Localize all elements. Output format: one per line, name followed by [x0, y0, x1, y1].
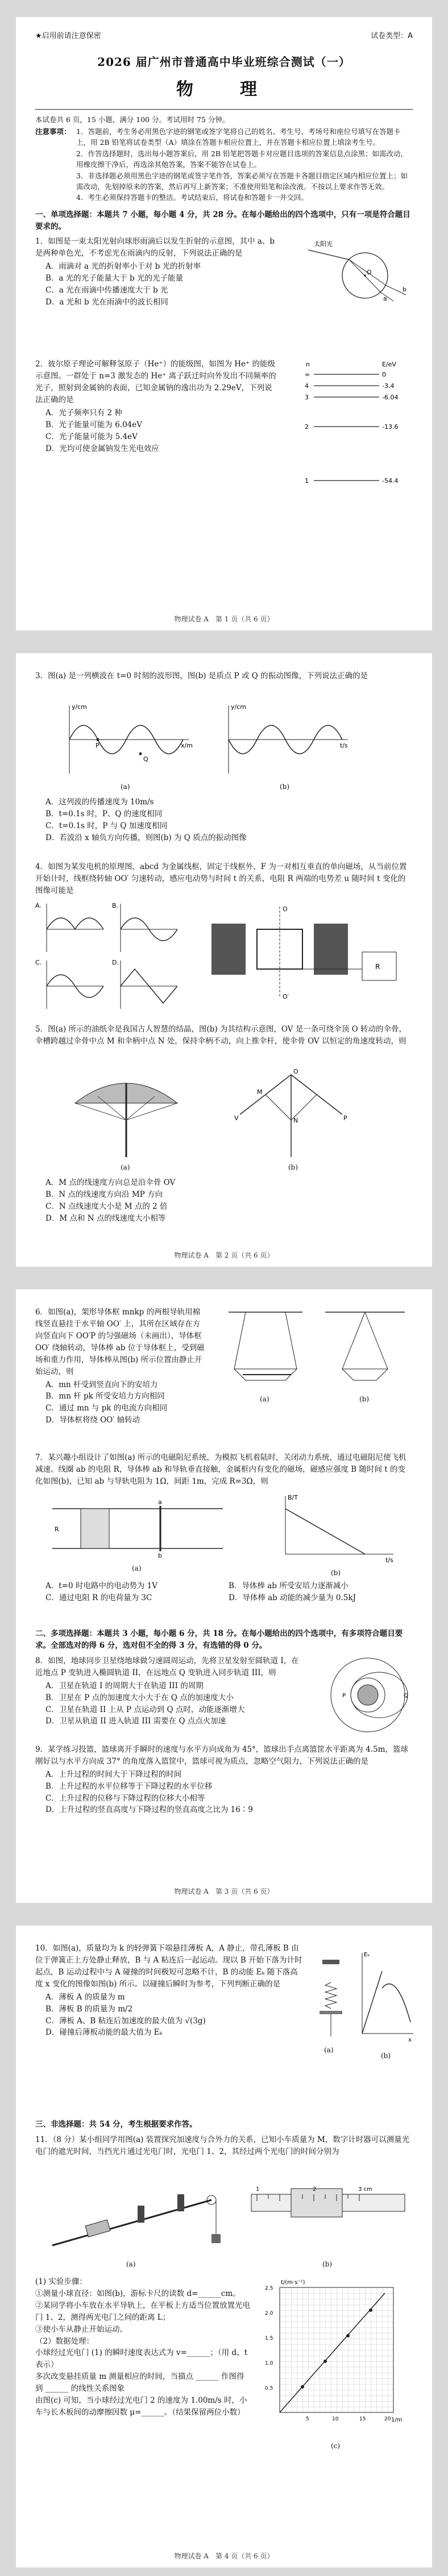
q10-caption-b: (b) — [381, 2052, 391, 2060]
level-e: 0 — [382, 371, 386, 379]
q3-caption-b: (b) — [280, 783, 290, 791]
q10-caption-a: (a) — [324, 2046, 334, 2054]
divider — [35, 109, 413, 110]
level-n: 4 — [305, 382, 309, 390]
q10-option: A．薄板 A 的质量为 m — [45, 1992, 125, 2002]
q11-xtick: 20 — [384, 2416, 391, 2422]
q5-option: B．N 点的线速度方向沿 MP 方向 — [45, 1189, 163, 1199]
q6-caption-a: (a) — [260, 1395, 269, 1403]
q9-option: A．上升过程的时间大于下降过程的时间 — [45, 1769, 182, 1779]
q1-option: A．雨滴对 a 光的折射率小于对 b 光的折射率 — [45, 262, 201, 272]
q5-stem: 5．图(a) 所示的油纸伞是我国古人智慧的结晶，图(b) 为其结构示意图，OV 是一条可绕伞顶 O 转动的伞骨，伞槽跨越过伞骨中点 M 和伞柄中点 N 处，保持伞柄不动，向上推伞杆，使伞骨 OV 以恒定的角速度转动，则 — [35, 1025, 406, 1046]
q3-option: D．若波沿 x 轴负方向传播，则图(b) 为 Q 质点的振动图像 — [45, 833, 247, 842]
q4-graph-label: B. — [112, 902, 119, 909]
question-9 — [35, 1744, 413, 1817]
level-n: ∞ — [305, 371, 310, 379]
level-1 — [305, 477, 398, 485]
q6-option: D．导体框将绕 OO′ 轴转动 — [45, 1416, 140, 1425]
q11-step: 小球经过光电门 (1) 的瞬时速度表达式为 v=______；（用 d、t 表示） — [35, 2348, 248, 2370]
q8-option: C．卫星在轨道 II 上从 P 点运动到 Q 点时，动能逐渐增大 — [45, 1705, 245, 1714]
svg-text:O: O — [283, 905, 288, 913]
notice-items — [76, 126, 413, 203]
q11-ytick: 0.5 — [265, 2385, 273, 2391]
question-4 — [35, 861, 413, 1020]
q11-xtick: 5 — [306, 2416, 309, 2422]
q5-umbrella-photo — [69, 1063, 183, 1160]
section-2-title: 二、多项选择题：本题共 3 小题，每小题 6 分，共 18 分。在每小题给出的四个选项中，有多项符合题目要求。全部选对的得 6 分，选对但不全的得 3 分，有选错的得 0 分。 — [35, 1629, 403, 1650]
q9-option: C．上升过程的位移与下降过程的位移大小相等 — [45, 1793, 205, 1803]
q3-option: C．t=0.1s 时，P 与 Q 加速度相同 — [45, 821, 168, 830]
q7-caption-b: (b) — [331, 1569, 341, 1577]
svg-text:Q: Q — [143, 755, 148, 763]
q11-ytick: 2.5 — [265, 2285, 273, 2291]
q9-stem: 9．某学练习投篮，篮球离开手瞬时的速度与水平方向成角为 45°，篮球出手点离篮筐水平距离为 4.5m，篮球刚好以与水平方向成 37° 的角度落入篮筐中，篮球可视为质点，忽略空气阻力，下列说法正确的是 — [35, 1744, 408, 1766]
subject-title: 物 理 — [176, 80, 272, 100]
q7-option: B．导体棒 ab 所受安培力逐渐减小 — [229, 1581, 349, 1590]
q5-caption-b: (b) — [288, 1163, 298, 1171]
level-e: -54.4 — [382, 477, 399, 485]
q8-option: D．卫星从轨道 II 进入轨道 III 需要在 Q 点点火加速 — [45, 1717, 226, 1726]
level-n: 2 — [305, 423, 309, 431]
q5-option: C．N 点线速度大小是 M 点的 2 倍 — [45, 1201, 168, 1211]
q11-grid-graph — [263, 2276, 410, 2435]
question-11 — [35, 2134, 413, 2498]
q7-rail-figure — [47, 1497, 229, 1560]
q3-option: A．这列波的传播速度为 10m/s — [45, 798, 154, 807]
q6-option: A．mn 杆受到竖直向下的安培力 — [45, 1380, 158, 1389]
notice-item: 3．非选择题必须用黑色字迹的钢笔或签字笔作答，答案必须写在答题卡各题目指定区域内相应位置上；如需改动，先划掉原来的答案，然后再写上新答案；不准使用铅笔和涂改液。不按以上要求作答无效。 — [76, 171, 408, 191]
q11-caption-c: (c) — [331, 2441, 341, 2450]
level-inf — [305, 371, 386, 378]
q11-steps — [35, 2276, 251, 2419]
svg-text:t/s: t/s — [385, 1556, 393, 1564]
notice-block — [35, 126, 413, 203]
q6-frame-figure-a — [223, 1306, 308, 1392]
q2-energy-level-diagram — [297, 358, 410, 489]
q11-apparatus-figure — [41, 2166, 223, 2257]
q8-stem: 8．如图，地球同步卫星绕地球做匀速圆周运动，先将卫星发射至圆轨道 I，在近地点 P 变轨进入椭圆轨道 II，在远地点 Q 变轨进入同步轨道 III，则 — [35, 1656, 299, 1677]
page-2 — [16, 653, 432, 1267]
q7-option: D．导体棒 ab 动能的减少量为 0.5kJ — [229, 1593, 356, 1602]
svg-text:O′: O′ — [283, 993, 289, 1000]
level-n: 1 — [305, 477, 309, 485]
section-1-title: 一、单项选择题：本题共 7 小题，每小题 4 分，共 28 分。在每小题给出的四个选项中，只有一项是符合题目要求的。 — [35, 210, 410, 231]
exam-title: 2026 届广州市普通高中毕业班综合测试（一） — [97, 55, 351, 69]
svg-text:R: R — [375, 963, 380, 971]
q8-orbit-figure — [325, 1655, 410, 1735]
svg-text:P: P — [343, 1114, 347, 1122]
q4-option-graphs — [35, 901, 183, 1014]
q1-option: B．a 光的光子能量大于 b 光的光子能量 — [45, 274, 183, 283]
q11-step: (1) 实验步骤： — [35, 2277, 87, 2286]
svg-text:x/m: x/m — [181, 742, 193, 749]
notice-item: 2．作答选择题时，选出每小题答案后，用 2B 铅笔把答题卡对应题目选项的答案信息点涂黑；如需改动，用橡皮擦干净后，再选涂其他答案，答案不能答在试卷上。 — [76, 149, 408, 169]
q1-option: D．a 光和 b 光在雨滴中的波长相同 — [45, 298, 168, 307]
q1-label-o: O — [367, 269, 372, 277]
svg-text:1: 1 — [256, 2186, 260, 2193]
page-footer: 物理试卷 A 第 3 页（共 6 页） — [174, 1888, 274, 1896]
q7-option: C．通过电阻 R 的电荷量为 3C — [45, 1593, 152, 1602]
svg-text:Eₖ: Eₖ — [364, 1952, 370, 1958]
q11-caption-b: (b) — [322, 2260, 333, 2268]
question-3 — [35, 670, 413, 858]
question-1 — [35, 236, 413, 355]
level-e: -3.4 — [382, 382, 395, 390]
svg-text:2: 2 — [313, 2186, 317, 2193]
q11-ytick: 1.5 — [265, 2335, 273, 2341]
q7-stem: 7．某兴趣小组设计了如图(a) 所示的电磁阻尼系统，为模拟飞机着陆时，关闭动力系统，通过电磁阻尼使飞机减速。线圈 ab 的电阻 R，导体棒 ab 和导轨垂直接触，金属框内有变化的磁场，磁感应强度 B 随时间 t 的变化如图(b)，已知 ab 与导轨电阻为 1Ω，间距 1m，完成 R=3Ω，则 — [35, 1453, 406, 1486]
q6-caption-b: (b) — [359, 1395, 370, 1403]
svg-text:Q: Q — [404, 1692, 408, 1699]
q1-option: C．a 光在雨滴中传播速度大于 b 光 — [45, 286, 168, 295]
svg-text:V: V — [234, 1114, 239, 1122]
level-2 — [305, 423, 398, 431]
q4-graph-a — [35, 902, 103, 952]
level-e: -6.04 — [382, 394, 399, 402]
q11-ytick: 2.0 — [265, 2310, 273, 2316]
q10-option: D．碰撞后薄板动能的最大值为 Eₖ — [45, 2028, 163, 2038]
q1-raindrop-figure — [302, 236, 410, 304]
q10-spring-figure — [314, 1954, 348, 2039]
sunlight-ray — [308, 250, 349, 260]
svg-text:P: P — [96, 742, 99, 749]
q11-step: ①测量小球直径：如图(b)，游标卡尺的读数 d=______cm。 — [35, 2289, 240, 2298]
svg-text:M: M — [257, 1088, 263, 1096]
q11-step: ③使小车从静止开始运动。 — [35, 2324, 127, 2334]
q11-graph-ylabel: t/(m·s⁻¹) — [281, 2279, 305, 2286]
svg-text:y/cm: y/cm — [72, 703, 87, 711]
q11-step: （2）数据处理： — [35, 2336, 94, 2346]
q4-graph-label: A. — [35, 902, 42, 909]
q4-graph-b — [112, 902, 177, 952]
q3-option: B．t=0.1s 时，P、Q 的速度相同 — [45, 809, 163, 819]
q5-umbrella-diagram — [229, 1063, 359, 1160]
q11-xtick: 15 — [359, 2416, 366, 2422]
question-2 — [35, 358, 413, 512]
question-5 — [35, 1024, 413, 1234]
notice-item: 1．答题前，考生务必用黑色字迹的钢笔或签字笔将自己的姓名、考生号、考场号和座位号填写在答题卡上，用 2B 铅笔将试卷类型（A）填涂在答题卡相应位置上，并在答题卡相应位置上填涂考生号。 — [76, 127, 401, 147]
question-6 — [35, 1306, 413, 1448]
svg-text:P: P — [342, 1692, 346, 1699]
q11-caption-a: (a) — [126, 2260, 136, 2268]
q11-caliper-figure — [246, 2166, 410, 2245]
level-n: 3 — [305, 394, 309, 402]
q11-stem: 11．（8 分）某小组同学用图(a) 装置探究加速度与合外力的关系，已知小车质量为 M，数字计时器可以测量光电门的遮光时间，当挡光片通过光电门时，光电门 1、2，其经过两个光电门的时间分别为 — [35, 2135, 410, 2156]
q9-option: B．上升过程的水平位移等于下降过程的水平位移 — [45, 1781, 213, 1791]
q11-graph-xlabel: 1/m — [391, 2416, 403, 2423]
exam-type: 试卷类型：A — [371, 32, 413, 40]
q3-vibration-graph-b — [217, 700, 354, 779]
q11-step: 多次改变悬挂质量 m 测量相应的时间，当描点 ______ 作图得到 ______ 的线性关系图象 — [35, 2372, 244, 2394]
level-e: -13.6 — [382, 423, 399, 431]
q9-option: D．上升过程的竖直高度与下降过程的竖直高度之比为 16∶9 — [45, 1805, 253, 1815]
q11-ytick: 1.0 — [265, 2360, 273, 2366]
question-7 — [35, 1452, 413, 1622]
intro-line: 本试卷共 6 页，15 小题，满分 100 分。考试用时 75 分钟。 — [35, 115, 230, 124]
q6-option: B．mn 杆 pk 所受安培力方向相同 — [45, 1392, 165, 1401]
svg-text:b: b — [158, 1552, 162, 1559]
page-1 — [16, 17, 432, 631]
svg-text:t/s: t/s — [340, 742, 348, 749]
q4-graph-c — [35, 959, 103, 1009]
q2-option: D．光均可使金属钠发生光电效应 — [45, 444, 159, 453]
q5-caption-a: (a) — [121, 1163, 130, 1171]
q10-option: C．薄板 A、B 粘连后加速度的最大值为 √(3g) — [45, 2016, 206, 2026]
svg-text:3 cm: 3 cm — [358, 2186, 372, 2193]
magnet-s — [314, 924, 348, 975]
q2-stem: 2．彼尔原子理论可解释氢原子（He⁺）的能级图，如图为 He⁺ 的能级示意图。一群处于 n=3 激发态的 He⁺ 离子跃迁时向外发出不同频率的光子，照射到金属钠的表面，已知金属钠的逸出功为 2.29eV，下列说法正确的是 — [35, 360, 276, 405]
q11-step: 由图(c) 可知，当小球经过光电门 2 的速度为 1.00m/s 时，小车与长木板间的动摩擦因数 μ=______。（结果保留两位小数） — [35, 2396, 247, 2418]
q1-label-b: b — [403, 286, 406, 294]
section-3-title: 三、非选择题：共 54 分，考生根据要求作答。 — [35, 2120, 197, 2129]
q5-option: A．M 点的线速度方向总是沿伞骨 OV — [45, 1178, 176, 1187]
page-3 — [16, 1289, 432, 1903]
q2-option: A．光子频率只有 2 种 — [45, 408, 122, 418]
page-4 — [16, 1926, 432, 2567]
q11-xtick: 10 — [332, 2416, 339, 2422]
question-8 — [35, 1655, 413, 1740]
magnet-n — [211, 924, 246, 975]
q3-stem: 3．图(a) 是一列横波在 t=0 时刻的波形图，图(b) 是质点 P 或 Q 的振动图像，下列说法正确的是 — [35, 671, 368, 680]
question-10 — [35, 1943, 413, 2113]
svg-text:a: a — [158, 1498, 162, 1506]
notice-label: 注意事项： — [35, 127, 71, 136]
q2-option: B．光子能量可能为 6.04eV — [45, 420, 143, 430]
notice-item: 4．考生必须保持答题卡的整洁。考试结束后，将试卷和答题卡一并交回。 — [76, 193, 308, 202]
svg-text:R: R — [55, 1526, 59, 1533]
page-footer: 物理试卷 A 第 1 页（共 6 页） — [174, 615, 274, 624]
q4-graph-label: C. — [35, 959, 42, 966]
q10-stem: 10．如图(a)，质量均为 k 的轻弹簧下端悬挂薄板 A，A 静止，带孔薄板 B 由位于弹簧正上方处静止释放，B 与 A 粘连后一起运动。现以 B 开始下落为计时起点，B 运动过程中与 A 碰撞的时间极短可忽略不计，B 的动能 Eₖ 随下落高度 x 变化的图像如图(b) 所示。以碰撞后瞬时为参考，下列判断正确的是 — [35, 1944, 302, 1989]
svg-text:N: N — [293, 1117, 298, 1124]
q7-b-t-graph — [274, 1492, 399, 1565]
q10-option: B．薄板 B 的质量为 m/2 — [45, 2004, 133, 2014]
q3-wave-graph-a — [58, 700, 194, 779]
q7-caption-a: (a) — [132, 1564, 142, 1572]
confidential-mark: ★启用前请注意保密 — [35, 32, 101, 40]
q4-graph-label: D. — [112, 959, 119, 966]
svg-text:O: O — [293, 1068, 298, 1075]
svg-text:B/T: B/T — [288, 1494, 298, 1501]
q6-option: C．通过 mn 与 pk 的电流方向相同 — [45, 1404, 168, 1413]
q2-option: C．光子能量可能为 5.4eV — [45, 432, 138, 442]
q6-stem: 6．如图(a)，架形导体框 mnkp 的两根导轨用棉线竖直悬挂于水平轴 OO′ 上，其所在区域存在方向竖直向下 OO′P 的匀强磁场（未画出），导体框 OO′ 绕轴转动，导体棒 ab 位于导体框上，受到磁场和重力作用，导体棒从图(b) 所示位置由静止开始运动，则 — [35, 1308, 205, 1376]
q1-label-sun: 太阳光 — [314, 240, 333, 248]
q11-step: ②某同学将小车放在水平导轨上，在平板上方适当位置放置光电门 1、2，测得两光电门之间的距离 L； — [35, 2301, 250, 2322]
q1-label-a: a — [383, 295, 387, 303]
q4-generator-figure — [200, 901, 410, 1009]
q3-caption-a: (a) — [121, 783, 130, 791]
header-line — [35, 31, 413, 42]
q4-stem: 4．如图为某发电机的原理图，abcd 为金属线框，固定于线框外，F 为一对相互垂直的单向磁场，从当前位置开始计时，线框绕转轴 OO′ 匀速转动，感应电动势与时间 t 的关系，电阻 R 两端的电势差 u 随时间 t 变化的图像可能是 — [35, 862, 407, 895]
level-3 — [305, 394, 398, 401]
q6-frame-figure-b — [320, 1306, 410, 1392]
level-4 — [305, 382, 394, 390]
q5-option: D．M 点和 N 点的线速度大小相等 — [45, 1213, 166, 1223]
q10-ek-graph — [354, 1948, 416, 2045]
q2-e-header: E/eV — [382, 361, 396, 369]
page-footer: 物理试卷 A 第 4 页（共 6 页） — [174, 2552, 274, 2561]
svg-text:y/cm: y/cm — [231, 703, 246, 711]
q7-option: A．t=0 时电路中的电动势为 1V — [45, 1581, 157, 1590]
q8-option: B．卫星在 P 点的加速度大小大于在 Q 点的加速度大小 — [45, 1693, 234, 1702]
q4-graph-d — [112, 959, 177, 1009]
q8-option: A．卫星在轨道 I 的周期大于在轨道 III 的周期 — [45, 1681, 204, 1690]
q2-n-header: n — [306, 361, 310, 369]
svg-text:x: x — [408, 2037, 412, 2043]
page-footer: 物理试卷 A 第 2 页（共 6 页） — [174, 1251, 274, 1260]
q1-stem: 1．如图是一束太阳光射向球形雨滴后以发生折射的示意图，其中 a、b 是两种单色光，不考虑光在雨滴内的反射，下列说法正确的是 — [35, 237, 275, 258]
